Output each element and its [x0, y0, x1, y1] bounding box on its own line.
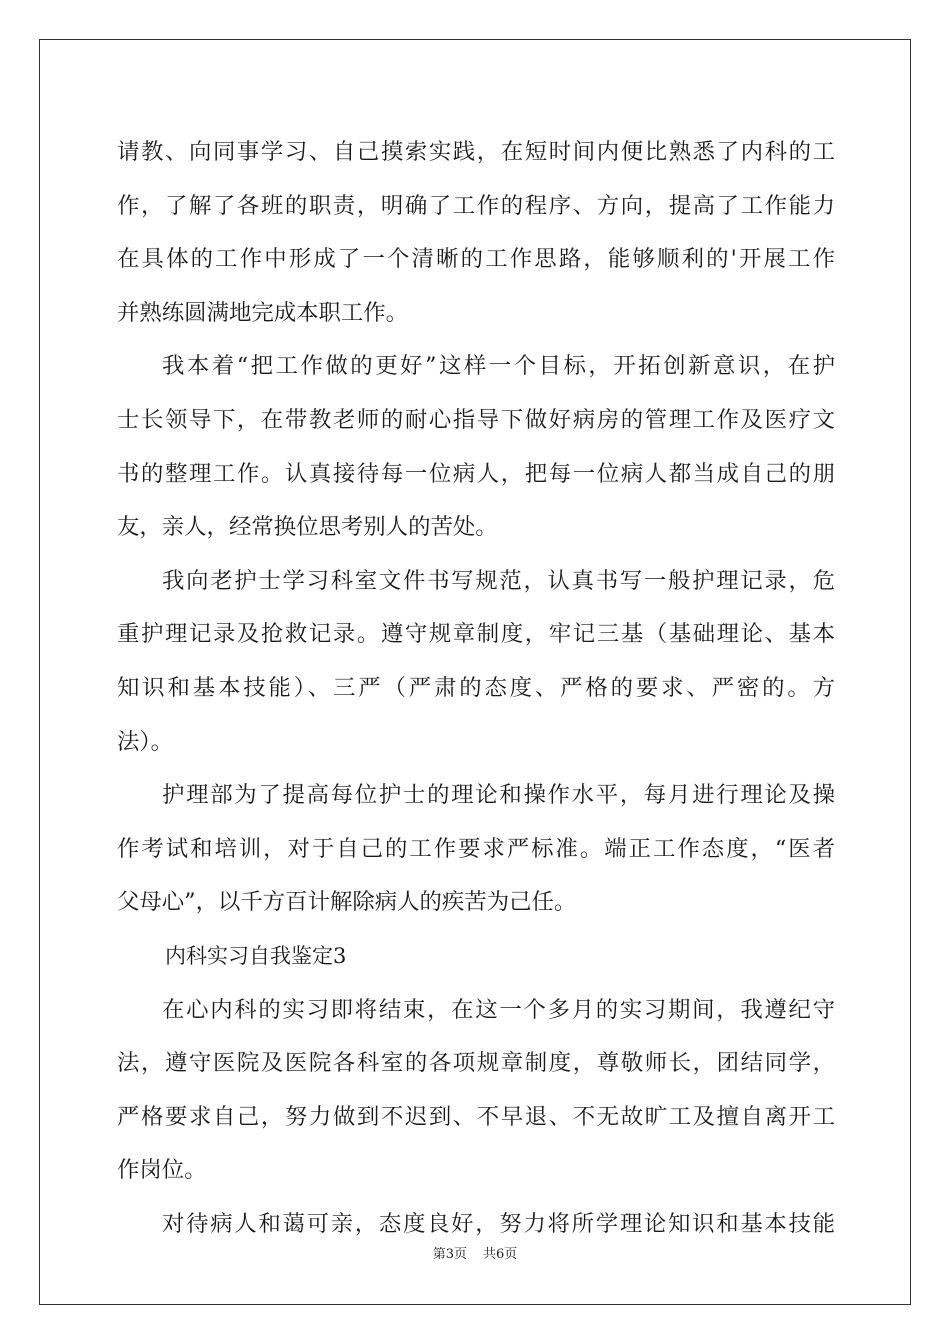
paragraph-line: 对待病人和蔼可亲，态度良好，努力将所学理论知识和基本技能 — [162, 1210, 835, 1237]
paragraph-line: 法）。 — [117, 728, 173, 755]
paragraph-line: 友，亲人，经常换位思考别人的苦处。 — [117, 514, 498, 541]
paragraph-line: 作，了解了各班的职责，明确了工作的程序、方向，提高了工作能力 — [117, 192, 835, 219]
paragraph-line: 并熟练圆满地完成本职工作。 — [117, 299, 409, 326]
paragraph-line: 请教、向同事学习、自己摸索实践，在短时间内便比熟悉了内科的工 — [117, 139, 835, 165]
paragraph-line: 在具体的工作中形成了一个清晰的工作思路，能够顺利的'开展工作 — [117, 246, 835, 273]
section-heading: 内科实习自我鉴定3 — [165, 943, 347, 968]
document-body — [117, 126, 835, 1251]
paragraph-line: 严格要求自己，努力做到不迟到、不早退、不无故旷工及擅自离开工 — [117, 1103, 835, 1130]
paragraph-line: 作岗位。 — [117, 1157, 207, 1184]
paragraph-line: 重护理记录及抢救记录。遵守规章制度，牢记三基（基础理论、基本 — [117, 621, 835, 648]
page-total: 共6页 — [483, 1247, 518, 1262]
paragraph-line: 护理部为了提高每位护士的理论和操作水平，每月进行理论及操 — [162, 782, 835, 809]
page-footer — [0, 1243, 950, 1262]
paragraph-line: 父母心”，以千方百计解除病人的疾苦为己任。 — [117, 889, 577, 916]
paragraph-line: 法，遵守医院及医院各科室的各项规章制度，尊敬师长，团结同学， — [117, 1050, 835, 1077]
paragraph-line: 知识和基本技能）、三严（严肃的态度、严格的要求、严密的。方 — [117, 674, 835, 701]
paragraph-line: 在心内科的实习即将结束，在这一个多月的实习期间，我遵纪守 — [162, 996, 835, 1023]
paragraph-line: 我本着“把工作做的更好”这样一个目标，开拓创新意识，在护 — [162, 353, 835, 380]
page-number: 第3页 — [432, 1247, 467, 1262]
paragraph-line: 士长领导下，在带教老师的耐心指导下做好病房的管理工作及医疗文 — [117, 406, 835, 433]
paragraph-line: 作考试和培训，对于自己的工作要求严标准。端正工作态度，“医者 — [117, 835, 835, 862]
paragraph-line: 书的整理工作。认真接待每一位病人，把每一位病人都当成自己的朋 — [117, 460, 835, 487]
paragraph-line: 我向老护士学习科室文件书写规范，认真书写一般护理记录，危 — [162, 567, 835, 594]
